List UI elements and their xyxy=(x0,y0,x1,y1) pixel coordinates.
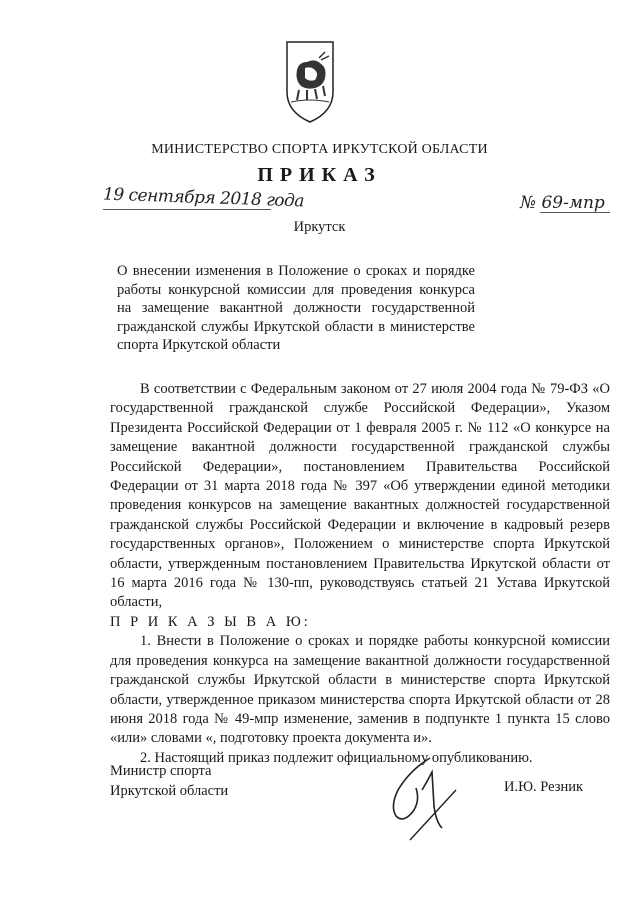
position-line-2: Иркутской области xyxy=(110,782,229,799)
order-directive: П Р И К А З Ы В А Ю: xyxy=(110,613,311,630)
handwritten-order-number: № 69-мпр xyxy=(520,193,605,213)
city-name: Иркутск xyxy=(293,219,346,235)
number-underline xyxy=(540,212,610,213)
order-item-2: 2. Настоящий приказ подлежит официальному опубликованию. xyxy=(140,749,533,766)
handwritten-signature xyxy=(370,750,500,850)
order-body xyxy=(110,380,610,768)
date-underline xyxy=(103,209,271,210)
position-line-1: Министр спорта xyxy=(110,763,212,779)
coat-of-arms-icon xyxy=(285,40,335,124)
signatory-position xyxy=(110,762,228,801)
handwritten-date: 19 сентября 2018 года xyxy=(102,184,305,212)
order-item-1: 1. Внести в Положение о сроках и порядке работы конкурсной комиссии для проведения конкурса на замещение вакантной должности государственной гражданской службы Иркутской области в министерстве спорта Иркутской области, утвержденное приказом министерства спорта Иркутской области от 28 июня 2018 года № 49-мпр изменение, заменив в подпункте 1 пункта 15 слово «или» словами «, подготовку проекта документа и». xyxy=(110,633,610,747)
order-subject: О внесении изменения в Положение о сроках и порядке работы конкурсной комиссии для проведения конкурса на замещение вакантной должности государственной гражданской службы Иркутской области в министерстве спорта Иркутской области xyxy=(117,263,475,354)
preamble-paragraph: В соответствии с Федеральным законом от 27 июля 2004 года № 79-ФЗ «О государственной гражданской службе Российской Федерации», Указом Президента Российской Федерации от 1 февраля 2005 г. № 112 «О конкурсе на замещение вакантной должности государственной гражданской службы Российской Федерации», постановлением Правительства Российской Федерации от 31 марта 2018 года № 397 «Об утверждении единой методики проведения конкурсов на замещение вакантных должностей государственной гражданской службы Российской Федерации и включение в кадровый резерв государственных органов», Положением о министерстве спорта Иркутской области, утвержденным постановлением Правительства Иркутской области от 16 марта 2016 года № 130-пп, руководствуясь статьей 21 Устава Иркутской области, xyxy=(110,381,610,611)
signatory-name: И.Ю. Резник xyxy=(504,779,584,795)
ministry-name: МИНИСТЕРСТВО СПОРТА ИРКУТСКОЙ ОБЛАСТИ xyxy=(151,142,488,157)
document-type-title: ПРИКАЗ xyxy=(257,164,382,186)
